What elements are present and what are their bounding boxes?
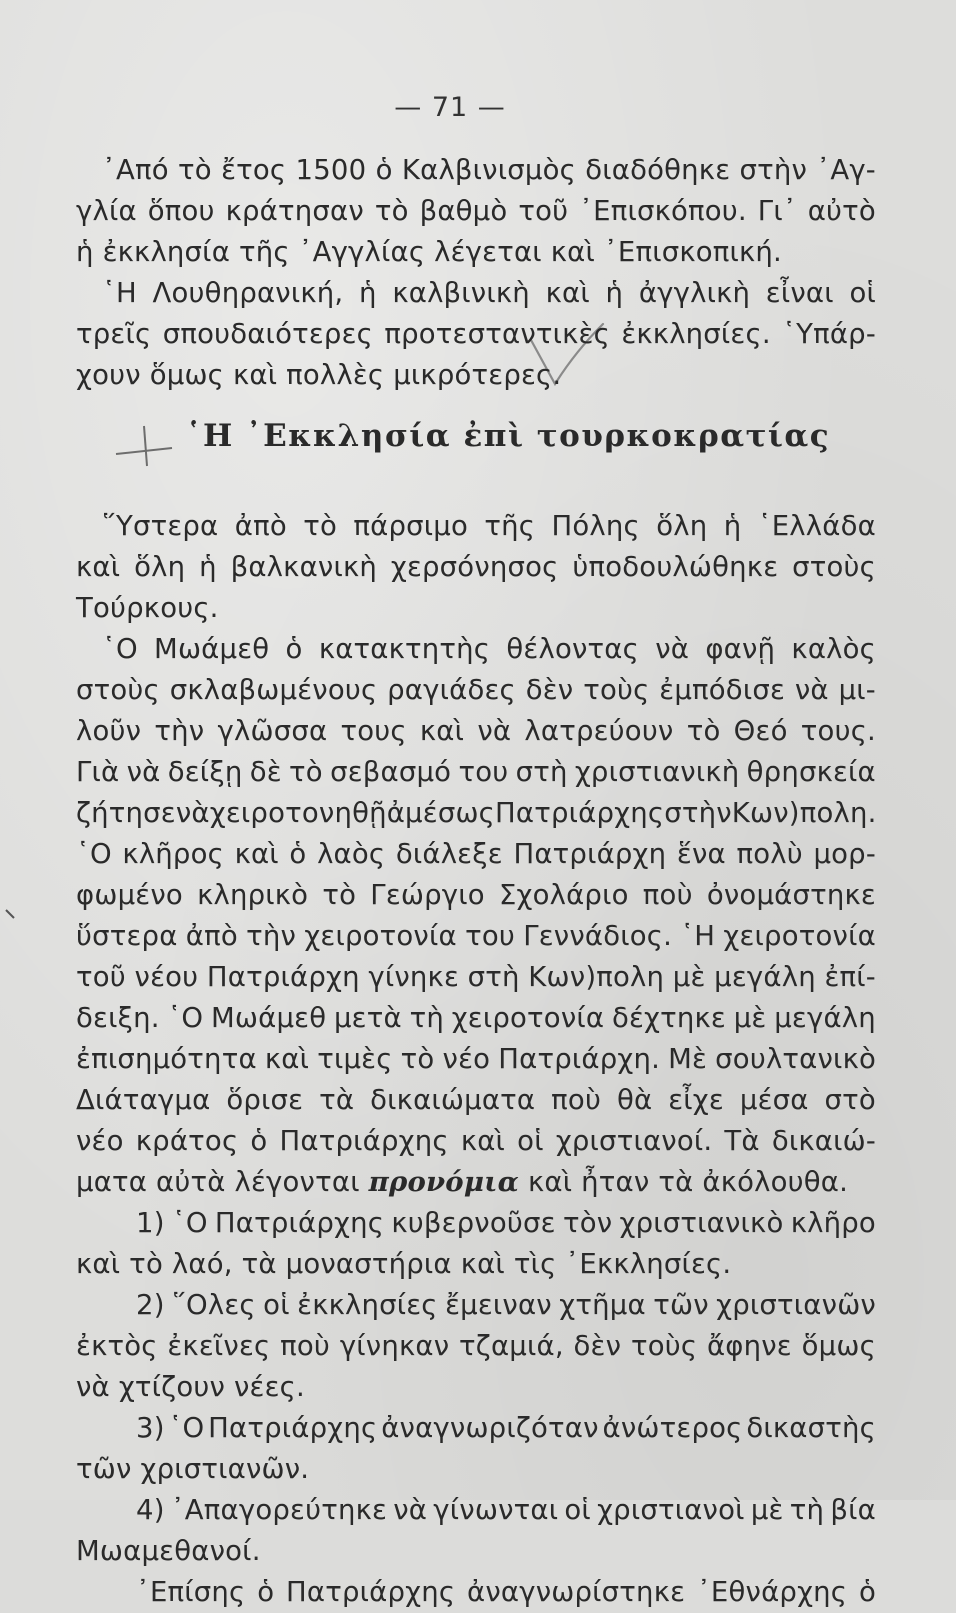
word: δὲν bbox=[525, 674, 574, 706]
word: κράτος bbox=[135, 1125, 239, 1157]
text-line bbox=[76, 752, 876, 793]
word: ὅμως bbox=[801, 1330, 876, 1362]
word: θὰ bbox=[616, 1084, 653, 1116]
word: ραγιάδες bbox=[387, 674, 516, 706]
word: ἔμειναν bbox=[445, 1289, 552, 1321]
word: ὅπου bbox=[147, 195, 215, 227]
word: τὸ bbox=[374, 195, 409, 227]
text-line bbox=[76, 273, 876, 314]
word: καὶ bbox=[264, 1043, 310, 1075]
word: μετὰ bbox=[333, 1002, 402, 1034]
word: ὅρισε bbox=[226, 1084, 304, 1116]
word: σεβασμό bbox=[330, 756, 452, 788]
word: τὴ bbox=[409, 1002, 444, 1034]
word: τὴ bbox=[789, 1494, 825, 1526]
text-line: καὶ τὸ λαό, τὰ μοναστήρια καὶ τὶς ᾿Εκκλησίες. bbox=[76, 1248, 732, 1280]
word: δὲν bbox=[573, 1330, 622, 1362]
word: ἡ bbox=[605, 277, 624, 309]
word: ἔτος bbox=[221, 154, 287, 186]
word: καὶ bbox=[419, 715, 465, 747]
text-line: τῶν χριστιανῶν. bbox=[76, 1453, 310, 1485]
word: Πατριάρχης bbox=[286, 1576, 456, 1608]
word: ζήτησε bbox=[76, 797, 176, 829]
word: καὶ bbox=[460, 1125, 506, 1157]
word: μι- bbox=[838, 674, 876, 706]
word: δὲ bbox=[249, 756, 282, 788]
text-line bbox=[76, 547, 876, 588]
word: στὸ bbox=[824, 1084, 876, 1116]
word: ἐπισημότητα bbox=[76, 1043, 257, 1075]
word: τῶν bbox=[653, 1289, 709, 1321]
word: Διάταγμα bbox=[76, 1084, 211, 1116]
word: ῾Ο bbox=[167, 1002, 204, 1034]
word: ἄφηνε bbox=[706, 1330, 792, 1362]
word: δικαιώ- bbox=[771, 1125, 876, 1157]
text-line bbox=[76, 1080, 876, 1121]
word: Πατριάρχης bbox=[279, 1125, 449, 1157]
word: ἐκκλησίες. bbox=[621, 318, 771, 350]
word: ἀπὸ bbox=[234, 510, 287, 542]
word: καὶ bbox=[545, 277, 590, 309]
word: ποὺ bbox=[551, 1084, 602, 1116]
word: κατακτητὴς bbox=[318, 633, 491, 665]
word: Γεννάδιος. bbox=[523, 920, 673, 952]
text-line bbox=[76, 670, 876, 711]
text-line bbox=[76, 711, 876, 752]
section-heading-block bbox=[76, 396, 876, 506]
word: ῾Ελλάδα bbox=[757, 510, 876, 542]
word: μὲ bbox=[733, 1002, 767, 1034]
word: τους. bbox=[800, 715, 876, 747]
word: Γι᾿ bbox=[757, 195, 797, 227]
word: λοῦν bbox=[76, 715, 142, 747]
word: ἐμπόδισε bbox=[659, 674, 786, 706]
word: ῾Υπάρ- bbox=[782, 318, 876, 350]
list-item bbox=[76, 1490, 876, 1531]
word: τους bbox=[340, 715, 407, 747]
word: ἡ bbox=[199, 551, 217, 583]
word: νὰ bbox=[126, 756, 161, 788]
word: χριστιανοί. bbox=[555, 1125, 713, 1157]
word: 1) bbox=[136, 1207, 165, 1239]
main-paragraphs bbox=[76, 506, 876, 1203]
text-line bbox=[76, 793, 876, 834]
word: κράτησαν bbox=[225, 195, 364, 227]
word: χειροτονηθῇ bbox=[209, 797, 387, 829]
word: Λουθηρανική, bbox=[152, 277, 344, 309]
word: ἐκκλησίες bbox=[297, 1289, 438, 1321]
word: διαδόθηκε bbox=[585, 154, 731, 186]
word: νὰ bbox=[655, 633, 690, 665]
word: Πατριάρχη bbox=[206, 961, 360, 993]
word: σπουδαιότερες bbox=[162, 318, 373, 350]
word: αὐτὸ bbox=[807, 195, 876, 227]
intro-paragraphs bbox=[76, 150, 876, 396]
word: ὁ bbox=[375, 154, 393, 186]
word: ῾Ο bbox=[168, 1412, 205, 1444]
word: γίνηκαν bbox=[339, 1330, 450, 1362]
word: οἱ bbox=[849, 277, 876, 309]
word: στοὺς bbox=[792, 551, 876, 583]
word: ὕστερα bbox=[76, 920, 178, 952]
word: τοὺς bbox=[630, 1330, 698, 1362]
word: ἀναγνωρίστηκε bbox=[467, 1576, 686, 1608]
word: γλία bbox=[76, 195, 137, 227]
word: ῾Η bbox=[102, 277, 137, 309]
word: 1500 bbox=[295, 154, 367, 186]
word: βαθμὸ bbox=[419, 195, 508, 227]
word: σκλαβωμένους bbox=[169, 674, 378, 706]
text-line bbox=[76, 957, 876, 998]
word: ᾿Εθνάρχης bbox=[696, 1576, 848, 1608]
word: χριστιανικὸ bbox=[619, 1207, 784, 1239]
word: Γεώργιο bbox=[370, 879, 485, 911]
word: γίνηκε bbox=[368, 961, 460, 993]
word: εἶναι bbox=[765, 277, 834, 309]
text-line: ἡ ἐκκλησία τῆς ᾿Αγγλίας λέγεται καὶ ᾿Επισκοπική. bbox=[76, 236, 783, 268]
word: οἱ bbox=[263, 1289, 290, 1321]
text-line bbox=[76, 1572, 876, 1613]
word: μεγάλη bbox=[774, 1002, 876, 1034]
word: Γιὰ bbox=[76, 756, 120, 788]
word: Κων)πολη bbox=[528, 961, 665, 993]
word: τὴν bbox=[246, 920, 297, 952]
word: χριστιανικὴ bbox=[574, 756, 740, 788]
text-line bbox=[76, 150, 876, 191]
word: χερσόνησος bbox=[390, 551, 559, 583]
word: μεγάλη bbox=[714, 961, 816, 993]
word: στὴ bbox=[515, 756, 568, 788]
word: οἱ bbox=[517, 1125, 544, 1157]
word: ῞Ολες bbox=[172, 1289, 256, 1321]
word: ὁ bbox=[250, 1125, 268, 1157]
emphasized-term: προνόμια bbox=[368, 1166, 520, 1198]
word: χτῆμα bbox=[559, 1289, 646, 1321]
list-item bbox=[76, 1203, 876, 1244]
word: τὸ bbox=[303, 510, 338, 542]
word: δείξῃ bbox=[167, 756, 243, 788]
word: καὶ bbox=[234, 838, 279, 870]
word: λαὸς bbox=[317, 838, 386, 870]
word: τὸ bbox=[400, 1043, 435, 1075]
word: τζαμιά, bbox=[459, 1330, 564, 1362]
word: ὀνομάστηκε bbox=[706, 879, 876, 911]
word: κλῆρο bbox=[790, 1207, 876, 1239]
word: μορ- bbox=[813, 838, 876, 870]
word: Πατριάρχη bbox=[513, 838, 667, 870]
word: ὁ bbox=[285, 633, 303, 665]
word: νὰ bbox=[794, 674, 829, 706]
word: βαλκανικὴ bbox=[230, 551, 377, 583]
word: Καλβινισμὸς bbox=[401, 154, 576, 186]
text-line bbox=[76, 875, 876, 916]
word: ἀμέσως bbox=[386, 797, 496, 829]
word: ἀγγλικὴ bbox=[638, 277, 751, 309]
word: τὸ bbox=[178, 154, 212, 186]
word: φανῇ bbox=[705, 633, 776, 665]
word: τοῦ bbox=[76, 961, 126, 993]
word: θέλοντας bbox=[506, 633, 639, 665]
word: νὰ bbox=[393, 1494, 428, 1526]
word: στοὺς bbox=[76, 674, 160, 706]
word: ὁ bbox=[289, 838, 307, 870]
word: δικαστὴς bbox=[746, 1412, 876, 1444]
word: ἀναγνωριζόταν bbox=[381, 1412, 599, 1444]
word: χειροτονία bbox=[723, 920, 876, 952]
word: βία bbox=[830, 1494, 876, 1526]
page-number: — 71 — bbox=[394, 92, 506, 123]
word: νὰ bbox=[175, 797, 210, 829]
word: στὴ bbox=[467, 961, 520, 993]
word: τὸ bbox=[686, 715, 721, 747]
word: δέχτηκε bbox=[611, 1002, 726, 1034]
text-span: ματα αὐτὰ λέγονται bbox=[76, 1166, 369, 1198]
word: γίνωνται bbox=[433, 1494, 559, 1526]
word: ποὺ bbox=[642, 879, 693, 911]
word: ἐκεῖνες bbox=[167, 1330, 271, 1362]
text-line bbox=[76, 834, 876, 875]
word: διάλεξε bbox=[395, 838, 503, 870]
word: Πόλης bbox=[551, 510, 640, 542]
word: νέο bbox=[76, 1125, 124, 1157]
word: πολὺ bbox=[736, 838, 803, 870]
word: δειξη. bbox=[76, 1002, 160, 1034]
word: στὴν bbox=[664, 797, 732, 829]
text-line bbox=[76, 1039, 876, 1080]
word: ῾Ο bbox=[76, 838, 112, 870]
word: ἀνώτερος bbox=[602, 1412, 743, 1444]
word: νέου bbox=[134, 961, 199, 993]
word: τοὺς bbox=[583, 674, 650, 706]
word: σουλτανικὸ bbox=[715, 1043, 876, 1075]
word: τοῦ bbox=[518, 195, 569, 227]
word: γλῶσσα bbox=[217, 715, 328, 747]
pencil-cross-mark-icon bbox=[114, 424, 174, 468]
word: 3) bbox=[136, 1412, 165, 1444]
word: τρεῖς bbox=[76, 318, 152, 350]
word: καλὸς bbox=[791, 633, 876, 665]
text-line bbox=[76, 629, 876, 670]
word: οἱ bbox=[564, 1494, 591, 1526]
word: ὁ bbox=[858, 1576, 876, 1608]
word: ᾿Απαγορεύτηκε bbox=[170, 1494, 388, 1526]
text-line bbox=[76, 998, 876, 1039]
word: Θεό bbox=[733, 715, 788, 747]
word: ἕνα bbox=[676, 838, 726, 870]
word: νέο bbox=[442, 1043, 491, 1075]
word: ῾Ο bbox=[102, 633, 138, 665]
word: τὸ bbox=[322, 879, 357, 911]
word: τὸν bbox=[562, 1207, 613, 1239]
text-line bbox=[76, 191, 876, 232]
word: ἐκτὸς bbox=[76, 1330, 158, 1362]
word: Πατριάρχης bbox=[495, 797, 665, 829]
word: τιμὲς bbox=[317, 1043, 393, 1075]
word: τὰ bbox=[319, 1084, 355, 1116]
word: χριστιανῶν bbox=[716, 1289, 876, 1321]
list-item bbox=[76, 1285, 876, 1326]
page-body bbox=[76, 150, 876, 1613]
text-line: χουν ὅμως καὶ πολλὲς μικρότερες. bbox=[76, 359, 562, 391]
word: 4) bbox=[136, 1494, 165, 1526]
text-line: νὰ χτίζουν νέες. bbox=[76, 1371, 305, 1403]
word: καὶ bbox=[76, 551, 121, 583]
privileges-intro-line bbox=[76, 1162, 876, 1203]
text-line bbox=[76, 916, 876, 957]
word: κληρικὸ bbox=[197, 879, 309, 911]
word: τῆς bbox=[484, 510, 536, 542]
word: ὅλη bbox=[134, 551, 186, 583]
word: φωμένο bbox=[76, 879, 183, 911]
section-heading: ῾Η ᾿Εκκλησία ἐπὶ τουρκοκρατίας bbox=[186, 418, 831, 454]
word: ἀπὸ bbox=[185, 920, 238, 952]
word: ᾿Από bbox=[102, 154, 169, 186]
word: Τὰ bbox=[724, 1125, 760, 1157]
word: ᾿Αγ- bbox=[816, 154, 876, 186]
word: στὴν bbox=[739, 154, 808, 186]
word: ὅλη bbox=[656, 510, 708, 542]
text-line bbox=[76, 1121, 876, 1162]
word: του bbox=[458, 756, 509, 788]
word: μὲ bbox=[672, 961, 706, 993]
word: Μὲ bbox=[668, 1043, 708, 1075]
word: προτεσταντικὲς bbox=[384, 318, 610, 350]
word: Πατριάρχη. bbox=[498, 1043, 661, 1075]
word: ὑποδουλώθηκε bbox=[572, 551, 779, 583]
text-span: καὶ ἦταν τὰ ἀκόλουθα. bbox=[519, 1166, 849, 1198]
word: δικαιώματα bbox=[370, 1084, 536, 1116]
word: πάρσιμο bbox=[353, 510, 469, 542]
word: ῾Ο bbox=[171, 1207, 208, 1239]
text-line: Τούρκους. bbox=[76, 592, 219, 624]
text-line: Μωαμεθανοί. bbox=[76, 1535, 261, 1567]
word: κλῆρος bbox=[122, 838, 224, 870]
word: κυβερνοῦσε bbox=[391, 1207, 556, 1239]
word: ῾Η bbox=[680, 920, 716, 952]
word: ὁ bbox=[257, 1576, 275, 1608]
word: χριστιανοὶ bbox=[597, 1494, 745, 1526]
word: ποὺ bbox=[280, 1330, 331, 1362]
word: τὸ bbox=[289, 756, 323, 788]
word: ἡ bbox=[359, 277, 377, 309]
word: τὴν bbox=[154, 715, 205, 747]
margin-tick-icon bbox=[4, 908, 16, 920]
word: εἶχε bbox=[668, 1084, 724, 1116]
word: του bbox=[465, 920, 515, 952]
text-line bbox=[76, 314, 876, 355]
word: ᾿Επισκόπου. bbox=[579, 195, 747, 227]
word: μὲ bbox=[750, 1494, 784, 1526]
word: ἡ bbox=[723, 510, 742, 542]
text-line bbox=[76, 1326, 876, 1367]
word: νὰ bbox=[477, 715, 512, 747]
word: Σχολάριο bbox=[498, 879, 629, 911]
privileges-list bbox=[76, 1203, 876, 1613]
list-item bbox=[76, 1408, 876, 1449]
word: ῞Υστερα bbox=[102, 510, 219, 542]
word: Κων)πολη. bbox=[731, 797, 877, 829]
word: Πατριάρχης bbox=[208, 1412, 378, 1444]
word: ἐπί- bbox=[824, 961, 876, 993]
word: ᾿Επίσης bbox=[136, 1576, 246, 1608]
word: Μωάμεθ bbox=[210, 1002, 327, 1034]
word: Πατριάρχης bbox=[214, 1207, 385, 1239]
word: 2) bbox=[136, 1289, 165, 1321]
word: Μωάμεθ bbox=[154, 633, 270, 665]
word: χειροτονία bbox=[451, 1002, 605, 1034]
word: μέσα bbox=[739, 1084, 809, 1116]
word: λατρεύουν bbox=[524, 715, 674, 747]
text-line bbox=[76, 506, 876, 547]
word: καλβινικὴ bbox=[392, 277, 530, 309]
word: χειροτονία bbox=[304, 920, 457, 952]
word: θρησκεία bbox=[746, 756, 876, 788]
